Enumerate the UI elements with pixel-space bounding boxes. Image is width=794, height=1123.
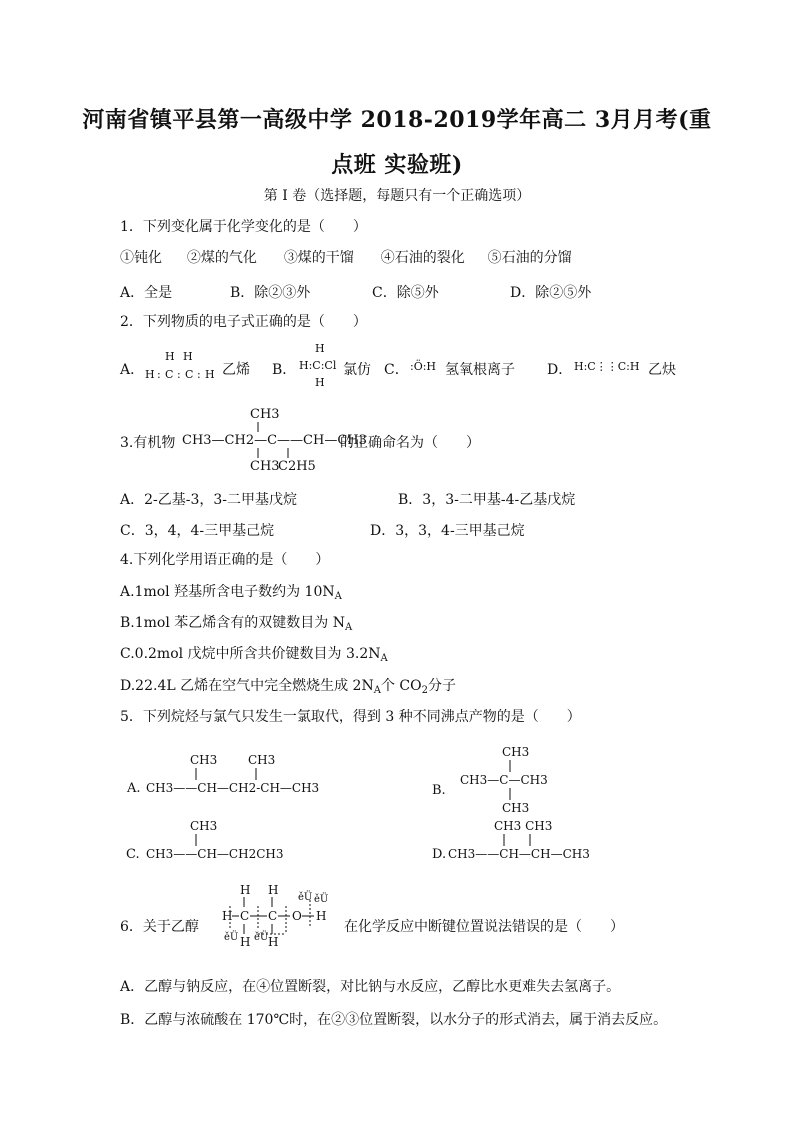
q6-prefix: 6．关于乙醇 (120, 919, 199, 935)
svg-text:H: H (145, 368, 155, 381)
q3-option-d: D．3，3，4-三甲基己烷 (370, 523, 525, 539)
q4-stem: 4.下列化学用语正确的是（ ） (120, 552, 330, 568)
q2-option-a-label: A． (120, 362, 145, 378)
q1-stem: 1．下列变化属于化学变化的是（ ） (120, 219, 367, 235)
q2-option-c-label: C． (384, 362, 409, 378)
svg-text:CH3: CH3 (502, 801, 530, 815)
svg-text:H: H (268, 935, 279, 949)
page-title-line1: 河南省镇平县第一高级中学 2018-2019学年高二 3月月考(重 (82, 107, 712, 133)
q1-option-a: A．全是 (120, 285, 173, 301)
svg-text:H: H (222, 909, 233, 923)
q1-option-b: B．除②③外 (230, 285, 311, 301)
q1-option-d: D．除②⑤外 (510, 285, 592, 301)
q2-stem: 2．下列物质的电子式正确的是（ ） (120, 314, 367, 330)
svg-text:H: H (240, 935, 251, 949)
svg-text:H:C⋮⋮C:H: H:C⋮⋮C:H (574, 360, 640, 373)
q4-option-b: B.1mol 苯乙烯含有的双键数目为 $N_A$ (120, 615, 353, 633)
svg-text:H: H (205, 368, 215, 381)
q3-suffix: 的正确命名为（ ） (340, 435, 480, 451)
svg-text:CH3—CH2—C——CH—CH3: CH3—CH2—C——CH—CH3 (182, 433, 367, 448)
svg-text:CH3: CH3 (502, 745, 530, 759)
svg-text:H: H (315, 342, 325, 355)
svg-text:C: C (240, 909, 250, 923)
svg-text::: : (157, 368, 161, 381)
q2-b-electron-formula (297, 341, 345, 389)
q6-suffix: 在化学反应中断键位置说法错误的是（ ） (344, 919, 624, 935)
svg-text:H: H (268, 883, 279, 897)
svg-text:ěÜ: ěÜ (314, 894, 329, 905)
section-header: 第 I 卷（选择题，每题只有一个正确选项） (263, 188, 531, 204)
svg-text:H: H (315, 376, 325, 389)
q5-structure-d (432, 816, 592, 866)
svg-text:ěÜ: ěÜ (298, 892, 313, 903)
svg-text:C.: C. (126, 847, 140, 862)
svg-text:CH3: CH3 (250, 407, 280, 422)
q3-option-a: A．2-乙基-3，3-二甲基戊烷 (120, 492, 298, 508)
svg-text:CH3: CH3 (248, 753, 276, 767)
q2-a-electron-formula (143, 348, 221, 384)
q1-item: ①钝化 (120, 250, 162, 266)
svg-text:A.: A. (127, 781, 141, 796)
svg-text:CH3: CH3 (190, 819, 218, 833)
svg-text:CH3—C—CH3: CH3—C—CH3 (460, 773, 548, 787)
q5-structure-a (124, 748, 320, 798)
q2-option-d-label: D． (547, 362, 573, 378)
page-title-line2: 点班 实验班) (331, 152, 463, 178)
svg-text:C: C (165, 368, 174, 381)
svg-text:ěÜ: ěÜ (224, 932, 239, 943)
q5-stem: 5．下列烷烃与氯气只发生一氯取代，得到 3 种不同沸点产物的是（ ） (120, 709, 581, 725)
svg-text:B.: B. (432, 783, 446, 798)
q5-structure-c (124, 816, 284, 866)
svg-text::Ö:H: :Ö:H (410, 360, 437, 373)
svg-text:H: H (316, 909, 327, 923)
q3-option-b: B．3，3-二甲基-4-乙基戊烷 (398, 492, 576, 508)
svg-text::: : (197, 368, 201, 381)
svg-text:D.: D. (432, 847, 447, 862)
svg-text:C: C (185, 368, 194, 381)
svg-text:CH3 CH3: CH3 CH3 (494, 819, 553, 833)
svg-text:ěÜ: ěÜ (254, 932, 269, 943)
q6-option-a: A．乙醇与钠反应，在④位置断裂，对比钠与水反应，乙醇比水更难失去氢离子。 (120, 979, 621, 995)
svg-text:CH3: CH3 (250, 459, 280, 474)
q3-option-c: C．3，4，4-三甲基己烷 (120, 523, 275, 539)
q1-item: ④石油的裂化 (380, 250, 465, 266)
q4-option-a: A.1mol 羟基所含电子数约为 $10N_A$ (120, 584, 342, 602)
svg-text:H: H (183, 350, 193, 363)
svg-text:CH3——CH—CH2CH3: CH3——CH—CH2CH3 (146, 847, 284, 861)
q2-option-b-label: B． (272, 362, 297, 378)
q2-option-c-name: 氢氧根离子 (445, 362, 515, 378)
svg-text:C: C (268, 909, 278, 923)
q6-option-b: B．乙醇与浓硫酸在 170℃时，在②③位置断裂，以水分子的形式消去，属于消去反应。 (120, 1012, 668, 1028)
q2-c-electron-formula (408, 352, 448, 378)
svg-text::: : (177, 368, 181, 381)
svg-text:CH3: CH3 (190, 753, 218, 767)
svg-text:CH3——CH—CH—CH3: CH3——CH—CH—CH3 (448, 847, 590, 861)
svg-text:H:C:Cl: H:C:Cl (299, 359, 337, 372)
q2-option-d-name: 乙炔 (648, 362, 676, 378)
q2-option-a-name: 乙烯 (222, 362, 250, 378)
q6-ethanol-structure (220, 880, 344, 952)
q2-d-electron-formula (572, 352, 652, 378)
svg-text:CH3——CH—CH2-CH—CH3: CH3——CH—CH2-CH—CH3 (146, 781, 320, 795)
q3-structure (180, 402, 367, 474)
q1-item: ⑤石油的分馏 (487, 250, 572, 266)
q3-prefix: 3.有机物 (120, 435, 176, 451)
q1-item: ②煤的气化 (186, 250, 257, 266)
q1-option-c: C．除⑤外 (372, 285, 439, 301)
q1-item: ③煤的干馏 (283, 250, 354, 266)
svg-text:C2H5: C2H5 (278, 459, 316, 474)
q4-option-d: D.22.4L 乙烯在空气中完全燃烧生成 $2N_A$个 $CO_2$分子 (120, 678, 456, 696)
svg-text:H: H (165, 350, 175, 363)
q1-items (120, 249, 572, 267)
q2-option-b-name: 氯仿 (343, 362, 371, 378)
svg-text:H: H (240, 883, 251, 897)
q5-structure-b (430, 742, 570, 818)
svg-text:O: O (292, 909, 302, 923)
q4-option-c: C.0.2mol 戊烷中所含共价键数目为 $3.2N_A$ (120, 646, 388, 664)
